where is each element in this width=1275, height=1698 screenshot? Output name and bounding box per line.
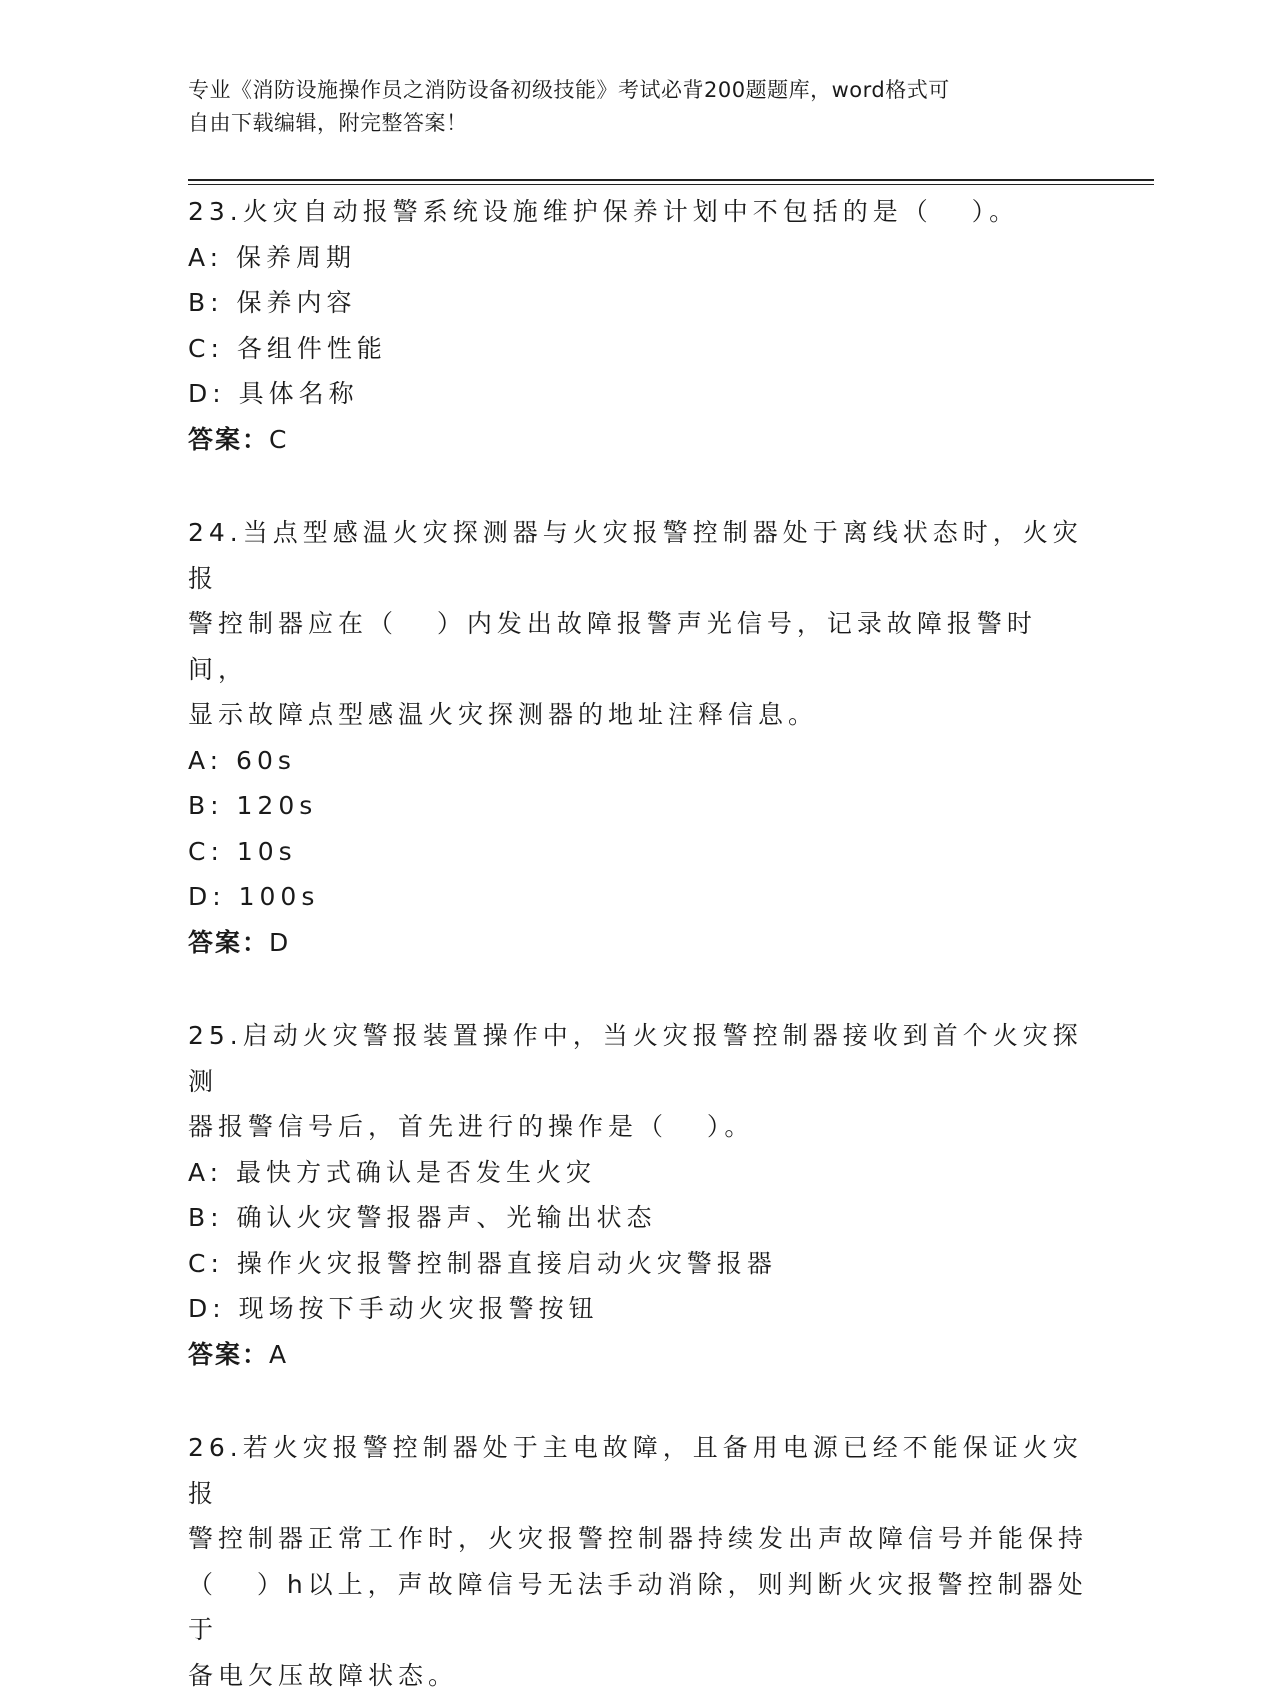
question-23 bbox=[188, 189, 1088, 462]
header-divider-thin bbox=[188, 184, 1154, 185]
question-stem-line: 备电欠压故障状态。 bbox=[188, 1653, 1088, 1698]
answer-label: 答案： bbox=[188, 1340, 269, 1369]
option-a: A: 60s bbox=[188, 738, 1088, 784]
question-stem-line: 警控制器应在（ ）内发出故障报警声光信号，记录故障报警时间， bbox=[188, 601, 1088, 692]
answer-label: 答案： bbox=[188, 928, 269, 957]
question-list bbox=[188, 189, 1088, 1698]
option-d: D: 具体名称 bbox=[188, 371, 1088, 417]
question-25 bbox=[188, 1013, 1088, 1377]
option-c: C: 10s bbox=[188, 829, 1088, 875]
header-divider-thick bbox=[188, 179, 1154, 181]
option-a: A: 保养周期 bbox=[188, 235, 1088, 281]
answer-line bbox=[188, 417, 1088, 463]
option-b: B: 保养内容 bbox=[188, 280, 1088, 326]
header-line-2: 自由下载编辑，附完整答案！ bbox=[188, 107, 1068, 140]
question-stem-line: （ ）h以上，声故障信号无法手动消除，则判断火灾报警控制器处于 bbox=[188, 1562, 1088, 1653]
answer-value: C bbox=[269, 425, 288, 454]
question-stem-line: 24.当点型感温火灾探测器与火灾报警控制器处于离线状态时，火灾报 bbox=[188, 510, 1088, 601]
answer-value: D bbox=[269, 928, 290, 957]
option-d: D: 现场按下手动火灾报警按钮 bbox=[188, 1286, 1088, 1332]
document-header bbox=[188, 74, 1068, 140]
answer-value: A bbox=[269, 1340, 288, 1369]
question-stem-line: 显示故障点型感温火灾探测器的地址注释信息。 bbox=[188, 692, 1088, 738]
option-b: B: 120s bbox=[188, 783, 1088, 829]
question-stem-line: 25.启动火灾警报装置操作中，当火灾报警控制器接收到首个火灾探测 bbox=[188, 1013, 1088, 1104]
option-d: D: 100s bbox=[188, 874, 1088, 920]
option-c: C: 操作火灾报警控制器直接启动火灾警报器 bbox=[188, 1241, 1088, 1287]
option-a: A: 最快方式确认是否发生火灾 bbox=[188, 1150, 1088, 1196]
answer-line bbox=[188, 1332, 1088, 1378]
question-stem-line: 26.若火灾报警控制器处于主电故障，且备用电源已经不能保证火灾报 bbox=[188, 1425, 1088, 1516]
question-stem-line: 警控制器正常工作时，火灾报警控制器持续发出声故障信号并能保持 bbox=[188, 1516, 1088, 1562]
option-b: B: 确认火灾警报器声、光输出状态 bbox=[188, 1195, 1088, 1241]
option-c: C: 各组件性能 bbox=[188, 326, 1088, 372]
answer-label: 答案： bbox=[188, 425, 269, 454]
question-24 bbox=[188, 510, 1088, 965]
answer-line bbox=[188, 920, 1088, 966]
question-26 bbox=[188, 1425, 1088, 1698]
question-stem-line: 器报警信号后，首先进行的操作是（ ）。 bbox=[188, 1104, 1088, 1150]
header-line-1: 专业《消防设施操作员之消防设备初级技能》考试必背200题题库，word格式可 bbox=[188, 74, 1068, 107]
question-stem-line: 23.火灾自动报警系统设施维护保养计划中不包括的是（ ）。 bbox=[188, 189, 1088, 235]
